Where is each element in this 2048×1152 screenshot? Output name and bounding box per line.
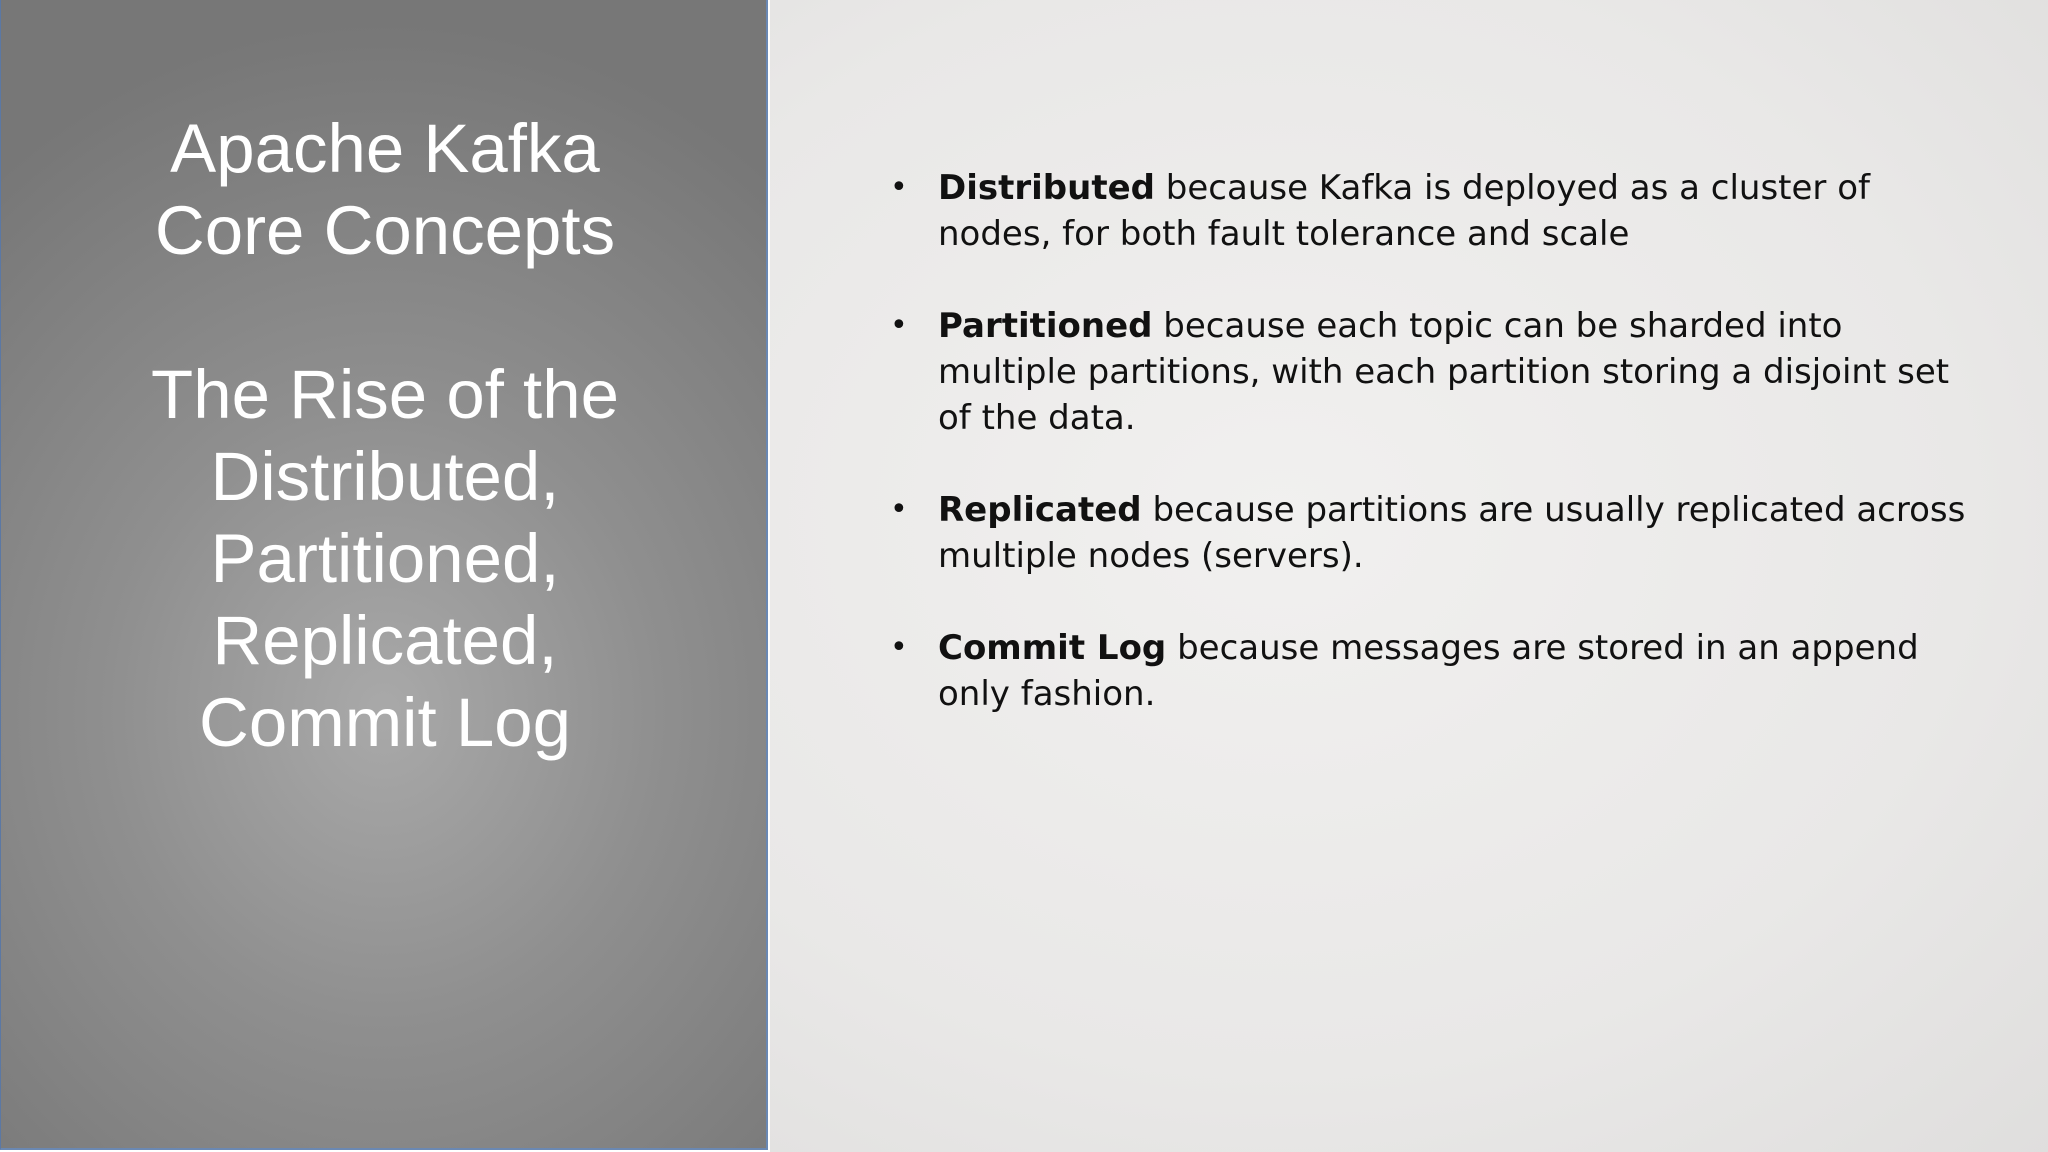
title-line-2: Core Concepts: [154, 192, 616, 269]
subtitle-line-2: Distributed,: [210, 438, 560, 515]
bullet-text: because partitions are usually replicated across multiple nodes (servers).: [938, 490, 1966, 576]
title-line-1: Apache Kafka: [170, 110, 600, 187]
bullet-term: Replicated: [938, 490, 1142, 530]
bullet-icon: •: [890, 492, 908, 527]
subtitle-line-1: The Rise of the: [151, 356, 619, 433]
bullet-icon: •: [890, 170, 908, 205]
subtitle-line-4: Replicated,: [212, 602, 558, 679]
bullet-icon: •: [890, 630, 908, 665]
bullet-item-replicated: [770, 487, 2048, 579]
title-spacer: [1, 272, 769, 354]
bullet-text: because each topic can be sharded into multiple partitions, with each partition storing a disjoint set of the data.: [938, 306, 1950, 438]
bullet-term: Partitioned: [938, 306, 1153, 346]
title-panel: [0, 0, 768, 1150]
bullet-text: because messages are stored in an append only fashion.: [938, 628, 1919, 714]
bullet-text: because Kafka is deployed as a cluster of nodes, for both fault tolerance and scale: [938, 168, 1870, 254]
bullet-item-partitioned: [770, 303, 2048, 441]
bullet-item-commit-log: [770, 625, 2048, 717]
bullet-icon: •: [890, 308, 908, 343]
subtitle-line-5: Commit Log: [199, 684, 571, 761]
title-block: [1, 108, 769, 764]
bullet-term: Commit Log: [938, 628, 1167, 668]
subtitle-line-3: Partitioned,: [210, 520, 560, 597]
content-panel: [770, 0, 2048, 1152]
bullet-list: [770, 165, 2048, 763]
bullet-term: Distributed: [938, 168, 1155, 208]
bullet-item-distributed: [770, 165, 2048, 257]
